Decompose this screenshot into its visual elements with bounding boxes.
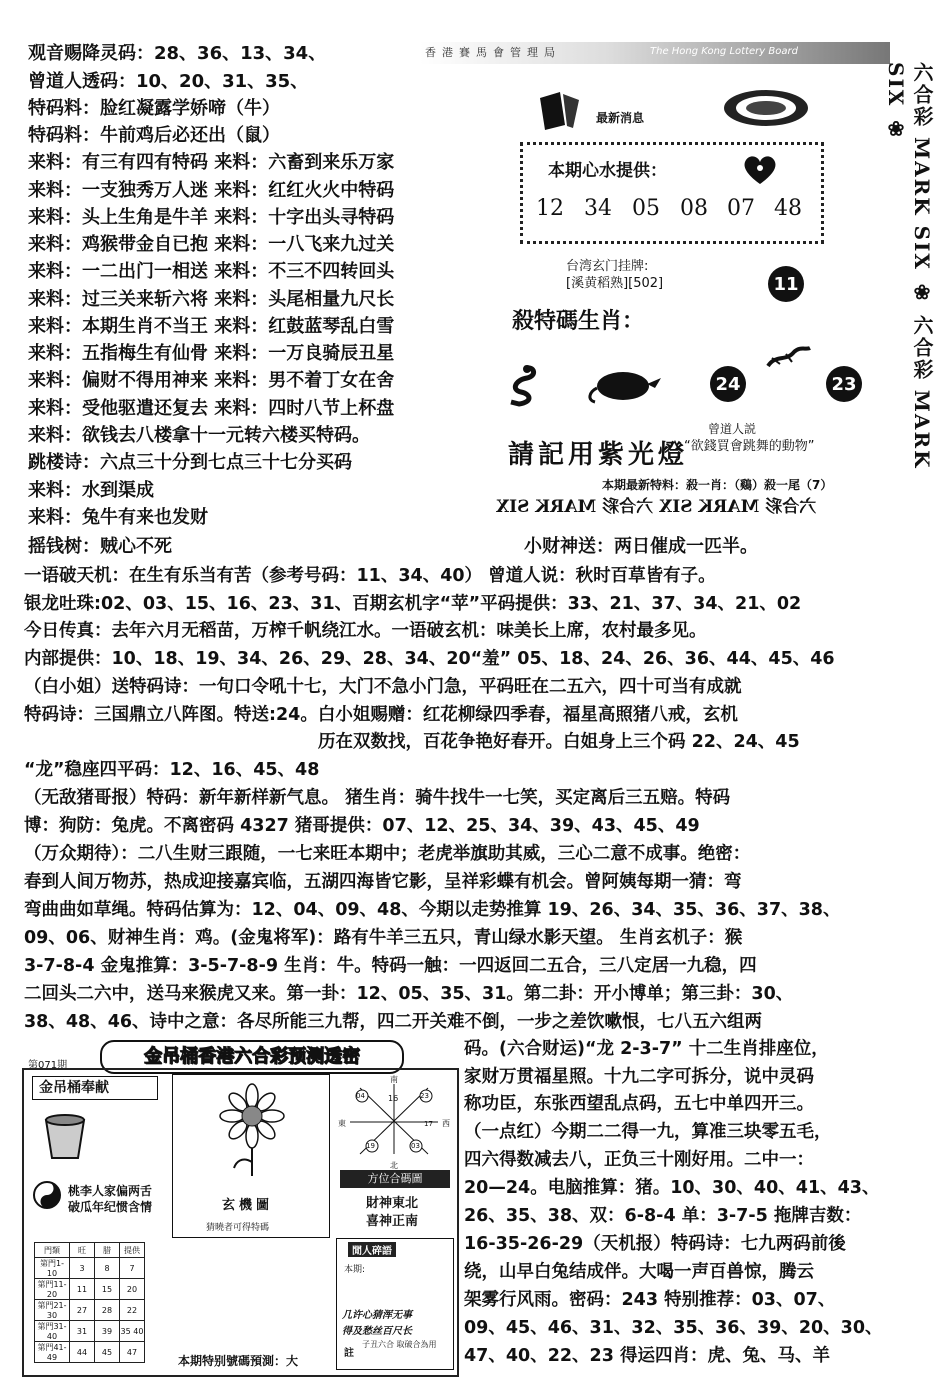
poem-title: 閒人碎語: [348, 1242, 396, 1257]
table-cell: 第門1-10: [35, 1258, 70, 1279]
text-line: 来料：鸡猴带金自已抱 来料：一八飞来九过关: [28, 234, 395, 255]
header-cn: 香港賽馬會管理局: [425, 46, 561, 59]
text-line: 来料：有三有四有特码 来料：六畜到来乐万家: [28, 152, 395, 173]
center-sub: 猜曉者可得特碼: [206, 1223, 270, 1233]
tw-value: [溪黄稻熟][502]: [566, 276, 664, 291]
purple-lamp-text: 請記用紫光燈: [508, 440, 689, 470]
compass-dir: 南: [390, 1075, 398, 1084]
text-line: 四六得数减去八，正负三十刚好用。二中一：: [464, 1150, 814, 1170]
table-cell: 20: [120, 1279, 145, 1300]
table-head: 腊: [95, 1243, 120, 1258]
text-line: 观音赐降灵码：28、36、13、34、: [28, 43, 327, 64]
table-cell: 45: [95, 1342, 120, 1363]
snake-icon: [505, 362, 543, 408]
text-line: 历在双数找，百花争艳好春开。白姐身上三个码 22、24、45: [318, 732, 800, 752]
heart-number: 08: [680, 196, 708, 221]
text-line: 来料：欲钱去八楼拿十一元转六楼买特码。: [28, 425, 370, 446]
table-cell: 8: [95, 1258, 120, 1279]
text-line: 来料：一二出门一相送 来料：不三不四转回头: [28, 261, 395, 282]
text-line: 来料：偏财不得用神来 来料：男不着丁女在舍: [28, 370, 395, 391]
dragon-icon: [766, 344, 812, 372]
rat-icon: [585, 362, 665, 406]
heart-numbers-box: [520, 142, 824, 244]
mark-six-logo-icon: [720, 86, 812, 130]
text-line: 20—24。电脑推算：猪。10、30、40、41、43、: [464, 1178, 880, 1198]
table-head: 旺: [70, 1243, 95, 1258]
news-label: 最新消息: [596, 111, 645, 125]
poem-line-2: 得及愁丝百尺长: [342, 1326, 412, 1337]
table-cell: 3: [70, 1258, 95, 1279]
text-line: 二回头二六中，送马来猴虎又来。第一卦：12、05、35、31。第二卦：开小博单；第三卦：30、: [24, 984, 794, 1004]
text-line: 47、40、22、23 得运四肖：虎、兔、马、羊: [464, 1346, 831, 1366]
heart-number: 34: [584, 196, 612, 221]
heart-number: 05: [632, 196, 660, 221]
text-line: 今日传真：去年六月无稻苗，万榨千帆绕江水。一语破玄机：味美长上席，农村最多见。: [24, 621, 707, 641]
table-cell: 35 40: [120, 1321, 145, 1342]
text-line: 一语破天机：在生有乐当有苦（参考号码：11、34、40） 曾道人说：秋时百草皆有子。: [24, 566, 716, 586]
text-line: 特码料：牛前鸡后必还出（鼠）: [28, 125, 280, 146]
text-line: 绕，山早白兔结成伴。大喝一声百兽惊，腾云: [464, 1262, 814, 1282]
compass-dir: 北: [390, 1161, 398, 1170]
table-cell: 15: [95, 1279, 120, 1300]
number-circle: 24: [710, 366, 746, 402]
table-cell: 第門11-20: [35, 1279, 70, 1300]
table-cell: 28: [95, 1300, 120, 1321]
sunflower-icon: [212, 1082, 292, 1178]
text-line: 特码料：脸红凝露学娇啼（牛）: [28, 98, 280, 119]
zeng-says: 曾道人説: [708, 422, 757, 436]
text-line: 家财万贯福星照。十九二字可拆分，说中灵码: [464, 1067, 814, 1087]
text-line: 来料：兔牛有来也发财: [28, 507, 208, 528]
table-cell: 11: [70, 1279, 95, 1300]
text-line: 码。(六合财运)“龙 2-3-7” 十二生肖排座位，: [464, 1039, 829, 1059]
text-line: 称功臣，东张西望乱点码，五七中单四开三。: [464, 1094, 814, 1114]
compass-num: 03: [411, 1142, 420, 1150]
ad-box-title: 金吊桶奉献: [32, 1076, 158, 1100]
vertical-banner: 六合彩 MARK SIX ❀ 六合彩 MARK SIX ❀: [884, 62, 934, 470]
text-line: 架雾行风雨。密码：243 特别推荐：03、07、: [464, 1290, 836, 1310]
note-label: 註: [344, 1348, 354, 1359]
tw-label: 台湾玄门挂牌:: [566, 259, 649, 274]
table-cell: 22: [120, 1300, 145, 1321]
number-table: [34, 1242, 145, 1363]
text-line: （一点红）今期二二得一九，算准三块零五毛，: [464, 1122, 832, 1142]
text-line: “龙”稳座四平码：12、16、45、48: [24, 760, 320, 780]
note-text: 子丑六合 取破合為用: [362, 1340, 437, 1349]
compass-num: 16: [388, 1094, 399, 1103]
table-cell: 27: [70, 1300, 95, 1321]
table-cell: 39: [95, 1321, 120, 1342]
text-line: 来料：一支独秀万人迷 来料：红红火火中特码: [28, 180, 395, 201]
text-line: 来料：头上生角是牛羊 来料：十字出头寻特码: [28, 207, 395, 228]
table-cell: 第門41-49: [35, 1342, 70, 1363]
center-title: 玄機圖: [222, 1198, 274, 1213]
heart-icon: [742, 154, 778, 186]
text-line: 弯曲曲如草绳。特码估算为：12、04、09、48、今期以走势推算 19、26、34、35、36、37、38、: [24, 900, 841, 920]
latest-special: 本期最新特料：殺一肖：（鷄）殺一尾（7）: [602, 478, 833, 492]
number-circle: 23: [826, 366, 862, 402]
ad-slogan-2: 破瓜年纪惯含情: [68, 1200, 153, 1214]
text-line: 09、06、财神生肖：鸡。(金鬼将军)：路有牛羊三五只，青山绿水影天望。 生肖玄机子：猴: [24, 928, 743, 948]
text-line: 来料：过三关来斩六将 来料：头尾相量九尺长: [28, 289, 395, 310]
text-line: 春到人间万物苏，热成迎接嘉宾临，五湖四海皆它影，呈祥彩蝶有机会。曾阿姨每期一猜：弯: [24, 872, 742, 892]
wealth-god-line: 小财神送：两日催成一匹半。: [524, 536, 758, 557]
table-cell: 7: [120, 1258, 145, 1279]
issue-number: 第071期: [28, 1060, 68, 1071]
text-line: 26、35、38、双：6-8-4 单：3-7-5 拖牌吉数：: [464, 1206, 862, 1226]
fortune-line-1: 財神東北: [366, 1196, 419, 1211]
text-line: 内部提供：10、18、19、34、26、29、28、34、20“羞” 05、18、24、26、36、44、45、46: [24, 649, 835, 669]
table-head: 門類: [35, 1243, 70, 1258]
text-line: 曾道人透码：10、20、31、35、: [28, 71, 309, 92]
table-cell: 第門31-40: [35, 1321, 70, 1342]
ad-banner: 金吊桶香港六合彩预测透密: [100, 1040, 404, 1074]
fortune-label: 方位合碼圖: [340, 1170, 450, 1188]
table-cell: 47: [120, 1342, 145, 1363]
compass-num: 23: [420, 1092, 429, 1100]
number-circle: 11: [768, 266, 804, 302]
yin-yang-icon: [32, 1180, 62, 1210]
newspaper-logo-icon: [535, 90, 585, 132]
special-number-prompt: 本期特别號碼預測：大: [178, 1354, 299, 1368]
text-line: 09、45、46、31、32、35、36、39、20、30、: [464, 1318, 883, 1338]
compass-dir: 西: [442, 1119, 450, 1128]
ad-slogan-1: 桃李人家偏两舌: [68, 1184, 153, 1198]
text-line: 16-35-26-29（天机报）特码诗：七九两码前後: [464, 1234, 846, 1254]
table-head: 提供: [120, 1243, 145, 1258]
text-line: （白小姐）送特码诗：一句口令吼十七，大门不急小门急，平码旺在二五六，四十可当有成就: [24, 677, 742, 697]
compass-num: 04: [356, 1092, 365, 1100]
compass-num: 17: [424, 1120, 433, 1128]
table-cell: 第門21-30: [35, 1300, 70, 1321]
text-line: 特码诗：三国鼎立八阵图。特送:24。白小姐赐赠：红花柳绿四季春，福星高照猪八戒，玄机: [24, 705, 738, 725]
text-line: 3-7-8-4 金鬼推算：3-5-7-8-9 生肖：牛。特码一触：一四返回二五合，三八定居一九稳，四: [24, 956, 757, 976]
text-line: （无敌猪哥报）特码：新年新样新气息。 猪生肖：骑牛找牛一七笑，买定离后三五赔。特码: [24, 788, 731, 808]
compass-num: 19: [366, 1142, 375, 1150]
text-line: 跳楼诗：六点三十分到七点三十七分买码: [28, 452, 352, 473]
poem-line-1: 几许心猜浑无事: [342, 1310, 412, 1321]
zeng-quote: “欲錢買會跳舞的動物”: [684, 439, 815, 454]
text-line: 来料：五指梅生有仙骨 来料：一万良骑辰丑星: [28, 343, 395, 364]
mirror-banner: 六合彩 MARK SIX 六合彩 MARK SIX: [496, 497, 817, 517]
text-line: 来料：本期生肖不当王 来料：红鼓蓝琴乱白雪: [28, 316, 395, 337]
heart-number: 12: [536, 196, 564, 221]
table-cell: 44: [70, 1342, 95, 1363]
text-line: （万众期待）：二八生财三跟随，一七来旺本期中；老虎举旗助其威，三心二意不成事。绝密：: [24, 844, 751, 864]
text-line: 来料：水到渠成: [28, 480, 154, 501]
fortune-line-2: 喜神正南: [366, 1214, 419, 1229]
header-en: The Hong Kong Lottery Board: [650, 46, 798, 57]
kill-zodiac-label: 殺特碼生肖：: [512, 308, 645, 334]
text-line: 博：狗防：兔虎。不离密码 4327 猪哥提供：07、12、25、34、39、43、45、49: [24, 816, 700, 836]
bucket-icon: [40, 1110, 90, 1162]
text-line: 38、48、46、诗中之意：各尽所能三九帮，四二开关难不倒，一步之差饮嗽恨，七八五六组两: [24, 1012, 763, 1032]
compass-dir: 東: [338, 1119, 346, 1128]
text-line: 摇钱树：贼心不死: [28, 536, 172, 557]
poem-period: 本期:: [344, 1265, 366, 1275]
heart-label: 本期心水提供：: [548, 161, 667, 181]
heart-number: 48: [774, 196, 802, 221]
text-line: 银龙吐珠:02、03、15、16、23、31、百期玄机字“苹”平码提供：33、21、37、34、21、02: [24, 594, 802, 614]
text-line: 来料：受他驱遣还复去 来料：四时八节上杯盘: [28, 398, 395, 419]
table-cell: 31: [70, 1321, 95, 1342]
compass-diagram: [336, 1074, 452, 1164]
heart-number: 07: [727, 196, 755, 221]
